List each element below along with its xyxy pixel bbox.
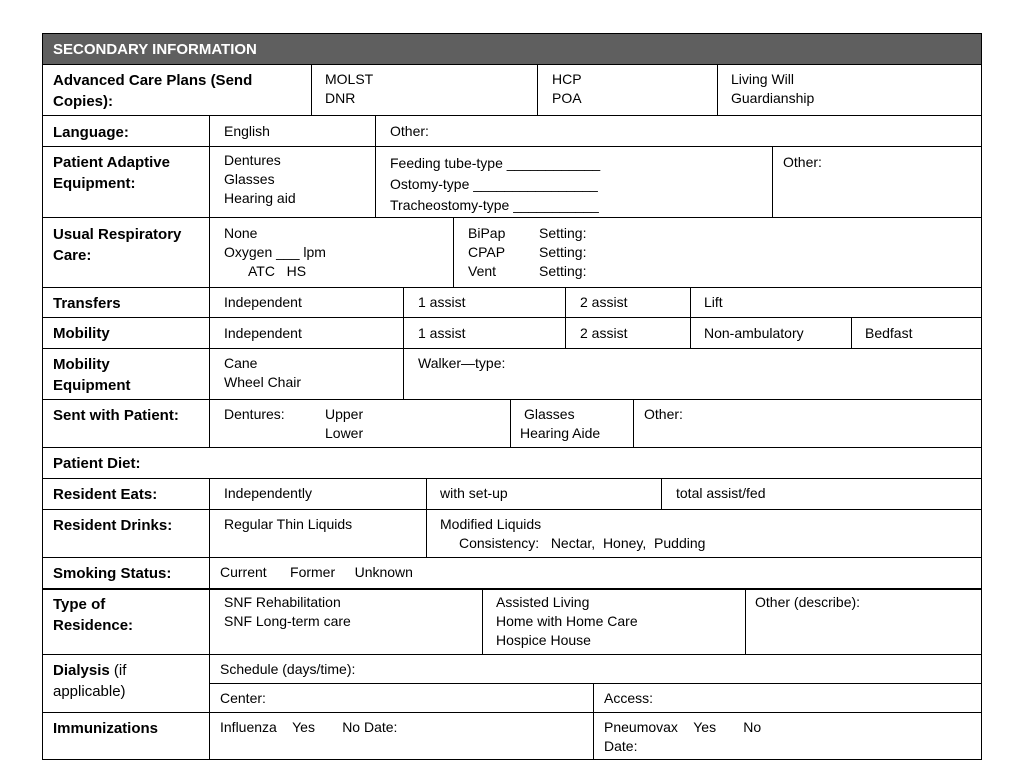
sent-other[interactable]: Other: (644, 406, 683, 422)
advanced-care-poa[interactable]: POA (552, 90, 582, 106)
language-other[interactable]: Other: (390, 123, 429, 139)
mobility-non-ambulatory[interactable]: Non-ambulatory (704, 325, 804, 341)
dialysis-access[interactable]: Access: (604, 690, 654, 706)
mobility-equipment-label: Mobility Equipment (53, 356, 131, 394)
section-header (43, 34, 981, 65)
smoking-status-label: Smoking Status: (53, 565, 172, 582)
drinks-regular-thin-liquids[interactable]: Regular Thin Liquids (224, 516, 353, 532)
immunization-pneumovax-date[interactable]: Date: (604, 738, 638, 754)
residence-hospice-house[interactable]: Hospice House (496, 632, 591, 648)
mobility-equipment-walker[interactable]: Walker—type: (418, 355, 506, 371)
sent-dentures-upper[interactable]: Upper (325, 406, 364, 422)
respiratory-cpap[interactable]: CPAP (468, 244, 506, 260)
respiratory-bipap[interactable]: BiPap (468, 225, 506, 241)
advanced-care-guardianship[interactable]: Guardianship (731, 90, 815, 106)
language-english[interactable]: English (224, 123, 270, 139)
eats-with-set-up[interactable]: with set-up (440, 485, 508, 501)
mobility-bedfast[interactable]: Bedfast (865, 325, 913, 341)
respiratory-atc-hs[interactable]: ATC HS (248, 263, 307, 279)
advanced-care-molst[interactable]: MOLST (325, 71, 374, 87)
respiratory-vent[interactable]: Vent (468, 263, 497, 279)
row-type-of-residence (43, 590, 981, 655)
patient-diet-label: Patient Diet: (53, 455, 141, 472)
row-smoking-status (43, 558, 981, 590)
dialysis-label: Dialysis (if applicable) (53, 662, 127, 700)
row-respiratory-care (43, 218, 981, 288)
residence-assisted-living[interactable]: Assisted Living (496, 594, 590, 610)
row-adaptive-equipment (43, 147, 981, 218)
mobility-equipment-cane[interactable]: Cane (224, 355, 258, 371)
adaptive-ostomy[interactable]: Ostomy-type ________________ (390, 176, 598, 192)
transfers-2-assist[interactable]: 2 assist (580, 294, 628, 310)
row-mobility-equipment (43, 349, 981, 400)
adaptive-tracheostomy[interactable]: Tracheostomy-type ___________ (390, 197, 599, 213)
sent-hearing-aide[interactable]: Hearing Aide (520, 425, 601, 441)
respiratory-bipap-setting[interactable]: Setting: (539, 225, 587, 241)
respiratory-oxygen[interactable]: Oxygen ___ lpm (224, 244, 326, 260)
respiratory-none[interactable]: None (224, 225, 258, 241)
row-resident-drinks (43, 510, 981, 558)
mobility-equipment-wheel-chair[interactable]: Wheel Chair (224, 374, 302, 390)
mobility-independent[interactable]: Independent (224, 325, 302, 341)
dialysis-schedule[interactable]: Schedule (days/time): (220, 661, 356, 677)
adaptive-equipment-label: Patient Adaptive Equipment: (53, 154, 170, 192)
mobility-1-assist[interactable]: 1 assist (418, 325, 466, 341)
row-dialysis (43, 655, 981, 713)
resident-drinks-label: Resident Drinks: (53, 517, 173, 534)
immunization-pneumovax[interactable]: Pneumovax Yes No (604, 719, 762, 735)
eats-independently[interactable]: Independently (224, 485, 312, 501)
transfers-lift[interactable]: Lift (704, 294, 723, 310)
mobility-label: Mobility (53, 325, 110, 342)
sent-glasses[interactable]: Glasses (524, 406, 575, 422)
row-language (43, 116, 981, 147)
advanced-care-hcp[interactable]: HCP (552, 71, 582, 87)
respiratory-label: Usual Respiratory Care: (53, 226, 182, 264)
section-title: SECONDARY INFORMATION (53, 41, 257, 58)
row-resident-eats (43, 479, 981, 510)
adaptive-other[interactable]: Other: (783, 154, 822, 170)
language-label: Language: (53, 124, 129, 141)
row-immunizations (43, 713, 981, 759)
respiratory-vent-setting[interactable]: Setting: (539, 263, 587, 279)
immunization-influenza[interactable]: Influenza Yes No Date: (220, 719, 398, 735)
immunizations-label: Immunizations (53, 720, 159, 737)
residence-label: Type of Residence: (53, 596, 134, 634)
row-sent-with-patient (43, 400, 981, 448)
sent-dentures-lower[interactable]: Lower (325, 425, 364, 441)
dialysis-center[interactable]: Center: (220, 690, 266, 706)
drinks-modified-liquids[interactable]: Modified Liquids (440, 516, 542, 532)
residence-snf-long-term[interactable]: SNF Long-term care (224, 613, 351, 629)
transfers-independent[interactable]: Independent (224, 294, 302, 310)
drinks-consistency[interactable]: Consistency: Nectar, Honey, Pudding (459, 535, 706, 551)
advanced-care-dnr[interactable]: DNR (325, 90, 356, 106)
adaptive-hearing-aid[interactable]: Hearing aid (224, 190, 296, 206)
advanced-care-living-will[interactable]: Living Will (731, 71, 795, 87)
sent-dentures: Dentures: (224, 406, 285, 422)
adaptive-dentures[interactable]: Dentures (224, 152, 281, 168)
transfers-label: Transfers (53, 295, 121, 312)
secondary-information-form (42, 33, 982, 760)
mobility-2-assist[interactable]: 2 assist (580, 325, 628, 341)
sent-with-patient-label: Sent with Patient: (53, 407, 179, 424)
advanced-care-label: Advanced Care Plans (Send Copies): (53, 72, 253, 110)
adaptive-glasses[interactable]: Glasses (224, 171, 275, 187)
residence-home-care[interactable]: Home with Home Care (496, 613, 638, 629)
respiratory-cpap-setting[interactable]: Setting: (539, 244, 587, 260)
residence-other[interactable]: Other (describe): (755, 594, 861, 610)
row-patient-diet (43, 448, 981, 479)
row-transfers (43, 288, 981, 318)
resident-eats-label: Resident Eats: (53, 486, 158, 503)
adaptive-feeding-tube[interactable]: Feeding tube-type ____________ (390, 155, 601, 171)
row-advanced-care-plans (43, 65, 981, 116)
residence-snf-rehab[interactable]: SNF Rehabilitation (224, 594, 341, 610)
eats-total-assist[interactable]: total assist/fed (676, 485, 766, 501)
row-mobility (43, 318, 981, 349)
smoking-status-options[interactable]: Current Former Unknown (220, 564, 413, 580)
transfers-1-assist[interactable]: 1 assist (418, 294, 466, 310)
